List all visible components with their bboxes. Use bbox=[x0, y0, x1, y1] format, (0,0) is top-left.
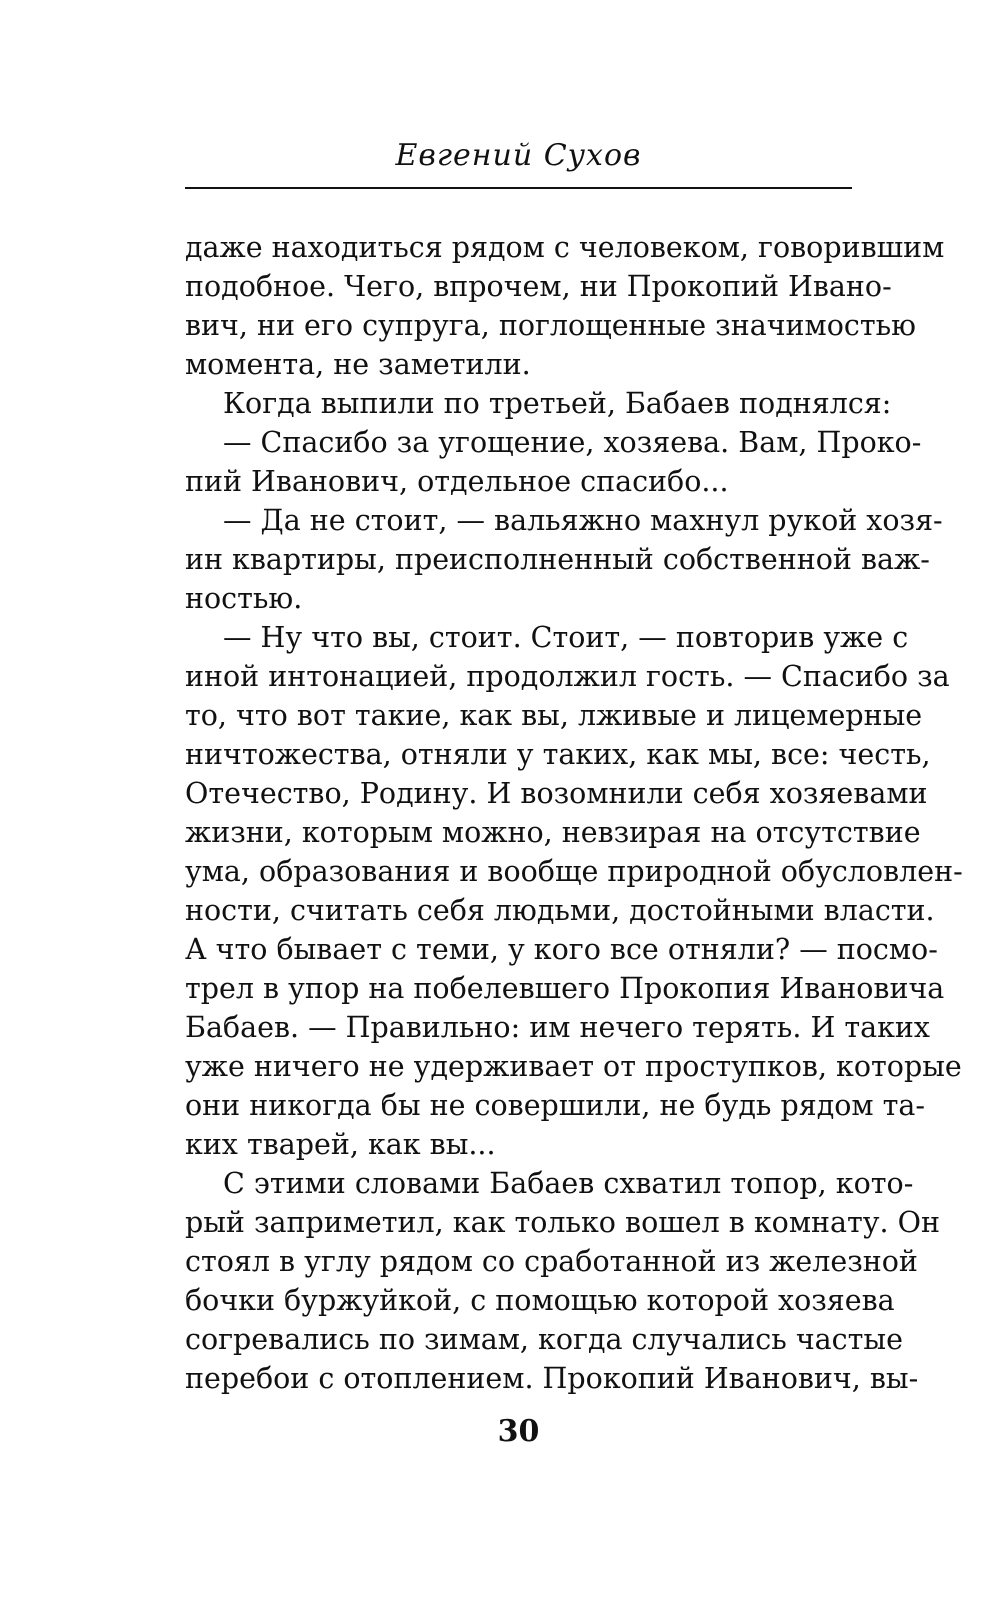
text-line: ин квартиры, преисполненный собственной важ- bbox=[185, 543, 930, 576]
text-line: ничтожества, отняли у таких, как мы, все: честь, bbox=[185, 738, 931, 771]
page-number: 30 bbox=[497, 1414, 540, 1449]
text-line: рый заприметил, как только вошел в комнату. Он bbox=[185, 1206, 940, 1239]
text-line: трел в упор на побелевшего Прокопия Ивановича bbox=[185, 972, 945, 1005]
header-rule bbox=[185, 187, 852, 189]
text-line: подобное. Чего, впрочем, ни Прокопий Ивано- bbox=[185, 270, 892, 303]
text-line: они никогда бы не совершили, не будь рядом та- bbox=[185, 1089, 926, 1122]
text-line: ностью. bbox=[185, 582, 303, 615]
text-line: уже ничего не удерживает от проступков, которые bbox=[185, 1050, 962, 1083]
text-line: жизни, которым можно, невзирая на отсутствие bbox=[185, 816, 921, 849]
text-line: А что бывает с теми, у кого все отняли? — посмо- bbox=[185, 933, 938, 966]
text-line: ности, считать себя людьми, достойными власти. bbox=[185, 894, 935, 927]
text-line: С этими словами Бабаев схватил топор, кото- bbox=[223, 1167, 914, 1200]
text-line: даже находиться рядом с человеком, говорившим bbox=[185, 231, 945, 264]
text-line: Когда выпили по третьей, Бабаев поднялся: bbox=[223, 387, 892, 420]
text-line: ких тварей, как вы... bbox=[185, 1128, 496, 1161]
text-line: иной интонацией, продолжил гость. — Спасибо за bbox=[185, 660, 950, 693]
text-line: момента, не заметили. bbox=[185, 348, 531, 381]
text-line: то, что вот такие, как вы, лживые и лицемерные bbox=[185, 699, 923, 732]
text-line: перебои с отоплением. Прокопий Иванович, вы- bbox=[185, 1362, 919, 1395]
text-line: Бабаев. — Правильно: им нечего терять. И таких bbox=[185, 1011, 930, 1044]
text-line: ума, образования и вообще природной обусловлен- bbox=[185, 855, 963, 888]
text-line: вич, ни его супруга, поглощенные значимостью bbox=[185, 309, 916, 342]
text-line: — Спасибо за угощение, хозяева. Вам, Проко- bbox=[223, 426, 922, 459]
text-line: бочки буржуйкой, с помощью которой хозяева bbox=[185, 1284, 895, 1317]
text-line: пий Иванович, отдельное спасибо... bbox=[185, 465, 729, 498]
text-line: согревались по зимам, когда случались частые bbox=[185, 1323, 903, 1356]
text-line: Отечество, Родину. И возомнили себя хозяевами bbox=[185, 777, 928, 810]
body-text bbox=[185, 228, 963, 1398]
running-title: Евгений Сухов bbox=[395, 138, 642, 173]
text-line: — Ну что вы, стоит. Стоит, — повторив уже с bbox=[223, 621, 909, 654]
text-line: стоял в углу рядом со сработанной из железной bbox=[185, 1245, 918, 1278]
text-line: — Да не стоит, — вальяжно махнул рукой хозя- bbox=[223, 504, 943, 537]
